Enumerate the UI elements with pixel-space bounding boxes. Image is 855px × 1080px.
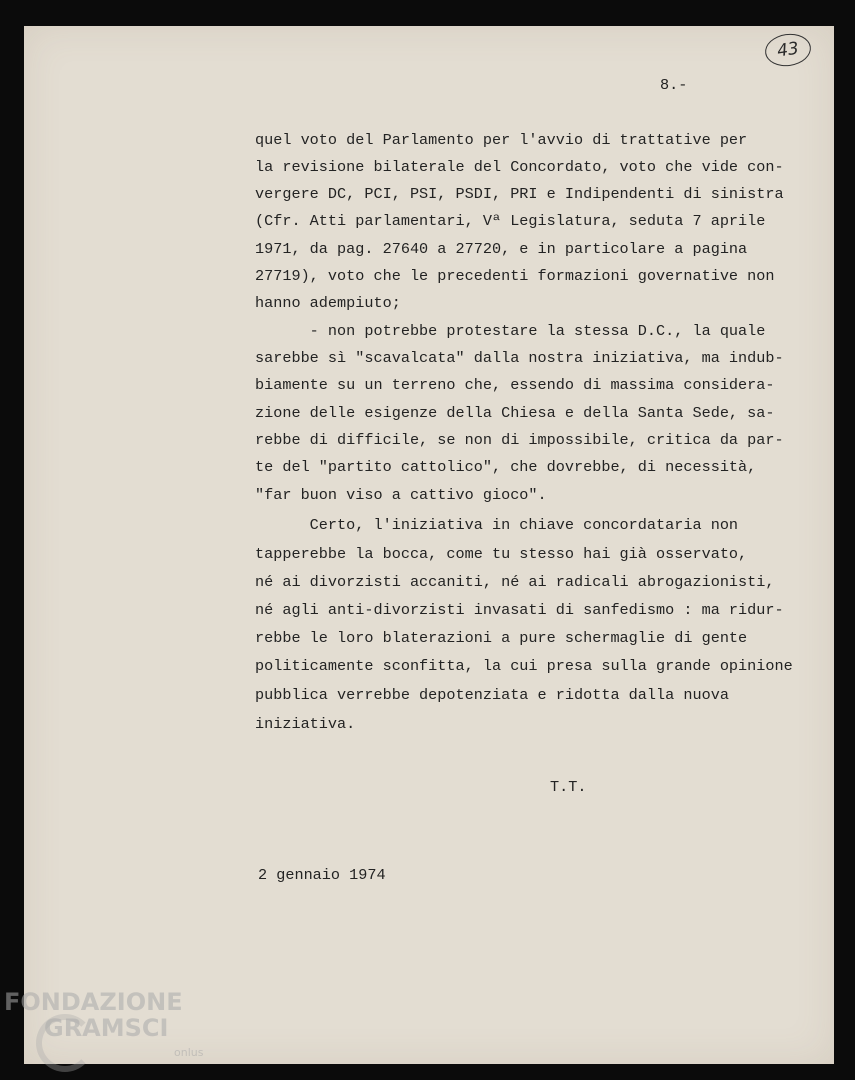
text-line-5: 1971, da pag. 27640 a 27720, e in particolare a pagina [255, 240, 748, 258]
text-line-17: né ai divorzisti accaniti, né ai radicali abrogazionisti, [255, 573, 775, 591]
document-date: 2 gennaio 1974 [258, 866, 386, 884]
text-line-18: né agli anti-divorzisti invasati di sanfedismo : ma ridur- [255, 601, 784, 619]
page-number: 8.- [660, 76, 688, 94]
watermark-line2: GRAMSCI [44, 1014, 169, 1042]
text-line-9: sarebbe sì "scavalcata" dalla nostra iniziativa, ma indub- [255, 349, 784, 367]
text-line-19: rebbe le loro blaterazioni a pure schermaglie di gente [255, 629, 748, 647]
text-line-7: hanno adempiuto; [255, 294, 401, 312]
text-line-1: quel voto del Parlamento per l'avvio di trattative per [255, 131, 748, 149]
text-line-16: tapperebbe la bocca, come tu stesso hai già osservato, [255, 545, 748, 563]
signature-initials: T.T. [550, 778, 587, 796]
fondazione-gramsci-watermark [4, 988, 214, 1078]
text-line-14: "far buon viso a cattivo gioco". [255, 486, 547, 504]
text-line-8: - non potrebbe protestare la stessa D.C., la quale [255, 322, 766, 340]
text-line-2: la revisione bilaterale del Concordato, voto che vide con- [255, 158, 784, 176]
text-line-11: zione delle esigenze della Chiesa e della Santa Sede, sa- [255, 404, 775, 422]
text-line-20: politicamente sconfitta, la cui presa sulla grande opinione [255, 657, 793, 675]
text-line-4: (Cfr. Atti parlamentari, Vª Legislatura, seduta 7 aprile [255, 212, 766, 230]
text-line-6: 27719), voto che le precedenti formazioni governative non [255, 267, 775, 285]
watermark-line1: FONDAZIONE [4, 988, 183, 1016]
archive-number: 43 [763, 31, 813, 69]
text-line-21: pubblica verrebbe depotenziata e ridotta dalla nuova [255, 686, 729, 704]
watermark-suffix: onlus [174, 1046, 204, 1059]
text-line-10: biamente su un terreno che, essendo di massima considera- [255, 376, 775, 394]
text-line-15: Certo, l'iniziativa in chiave concordataria non [255, 516, 739, 534]
text-line-12: rebbe di difficile, se non di impossibile, critica da par- [255, 431, 784, 449]
text-line-13: te del "partito cattolico", che dovrebbe, di necessità, [255, 458, 757, 476]
text-line-22: iniziativa. [255, 715, 356, 733]
text-line-3: vergere DC, PCI, PSI, PSDI, PRI e Indipendenti di sinistra [255, 185, 784, 203]
